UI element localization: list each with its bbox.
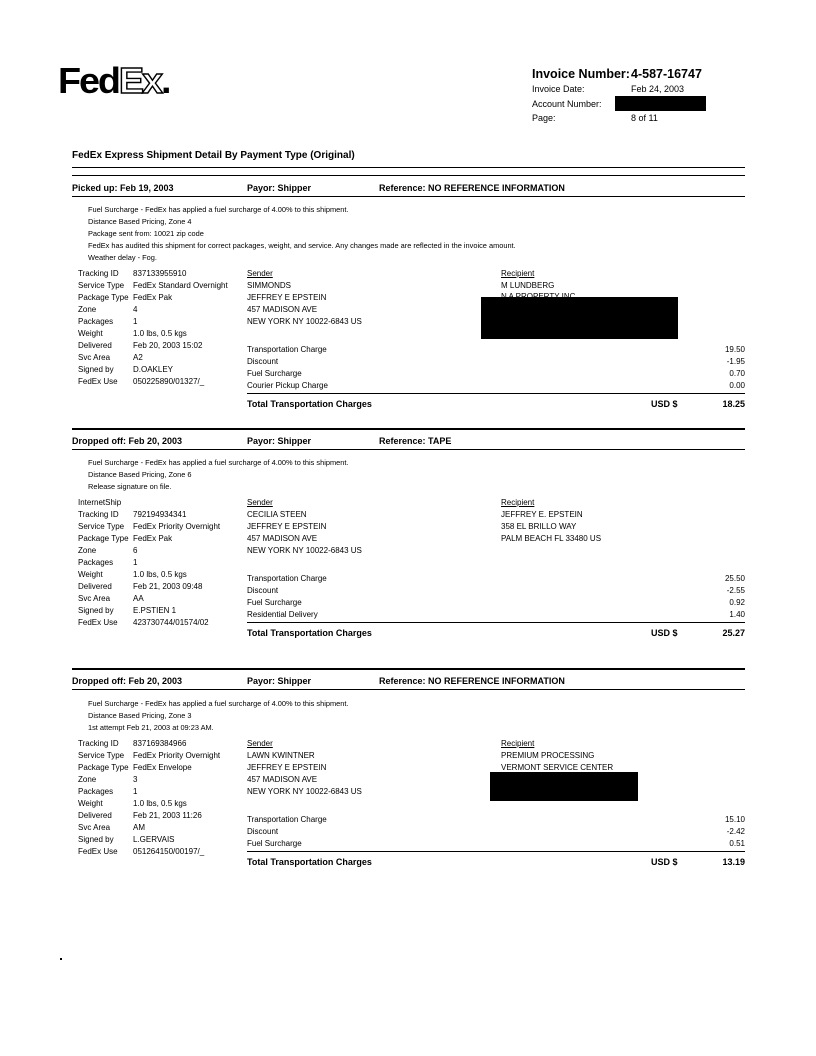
charge-amount: -1.95: [726, 357, 745, 366]
charge-amount: 0.70: [729, 369, 745, 378]
field-label: Packages: [78, 317, 114, 326]
delivered: Feb 21, 2003 11:26: [133, 811, 202, 820]
field-label: Delivered: [78, 811, 112, 820]
tracking-id: 837169384966: [133, 739, 187, 748]
packages: 1: [133, 558, 138, 567]
recipient-heading: Recipient: [501, 498, 535, 507]
tracking-id: 837133955910: [133, 269, 187, 278]
fedex-use: 423730744/01574/02: [133, 618, 209, 627]
field-label: Delivered: [78, 582, 112, 591]
shipment-note: Distance Based Pricing, Zone 3: [88, 711, 192, 720]
field-label: Tracking ID: [78, 269, 119, 278]
service-type: FedEx Priority Overnight: [133, 522, 221, 531]
sender-heading: Sender: [247, 269, 273, 278]
shipment-payor: Payor: Shipper: [247, 183, 312, 193]
sender-line: 457 MADISON AVE: [247, 775, 318, 784]
shipment-note: Distance Based Pricing, Zone 4: [88, 217, 192, 226]
shipment-note: Release signature on file.: [88, 482, 172, 491]
shipment-note: Fuel Surcharge - FedEx has applied a fuel surcharge of 4.00% to this shipment.: [88, 205, 349, 214]
svc-area: A2: [133, 353, 143, 362]
delivered: Feb 20, 2003 15:02: [133, 341, 203, 350]
sender-line: LAWN KWINTNER: [247, 751, 315, 760]
package-type: FedEx Pak: [133, 534, 173, 543]
sender-line: 457 MADISON AVE: [247, 305, 318, 314]
field-label: Packages: [78, 787, 114, 796]
field-label: Zone: [78, 305, 97, 314]
recipient-heading: Recipient: [501, 739, 535, 748]
weight: 1.0 lbs, 0.5 kgs: [133, 329, 187, 338]
shipment-note: Fuel Surcharge - FedEx has applied a fuel surcharge of 4.00% to this shipment.: [88, 458, 349, 467]
sender-line: 457 MADISON AVE: [247, 534, 318, 543]
field-label: Tracking ID: [78, 739, 119, 748]
divider: [72, 689, 745, 690]
divider: [72, 668, 745, 670]
sender-line: JEFFREY E EPSTEIN: [247, 763, 327, 772]
charge-amount: 0.00: [729, 381, 745, 390]
shipment-note: 1st attempt Feb 21, 2003 at 09:23 AM.: [88, 723, 214, 732]
total-currency: USD $: [651, 399, 678, 409]
service-type: FedEx Priority Overnight: [133, 751, 221, 760]
field-label: Weight: [78, 570, 103, 579]
total-amount: 18.25: [722, 399, 745, 409]
charge-amount: 1.40: [729, 610, 745, 619]
charge-amount: 0.51: [729, 839, 745, 848]
charge-label: Residential Delivery: [247, 610, 318, 619]
recipient-line: VERMONT SERVICE CENTER: [501, 763, 614, 772]
charge-label: Fuel Surcharge: [247, 839, 302, 848]
redaction-recipient-address: [490, 772, 638, 801]
recipient-heading: Recipient: [501, 269, 535, 278]
shipment-reference: Reference: TAPE: [379, 436, 452, 446]
document-title: FedEx Express Shipment Detail By Payment Type (Original): [72, 150, 355, 161]
sender-line: CECILIA STEEN: [247, 510, 307, 519]
shipment-note: Weather delay - Fog.: [88, 253, 157, 262]
sender-line: NEW YORK NY 10022-6843 US: [247, 787, 362, 796]
service-type: FedEx Standard Overnight: [133, 281, 228, 290]
field-label: Signed by: [78, 606, 114, 615]
field-label: Zone: [78, 546, 97, 555]
field-label: Delivered: [78, 341, 112, 350]
charge-amount: -2.55: [726, 586, 745, 595]
delivered: Feb 21, 2003 09:48: [133, 582, 203, 591]
charge-amount: 19.50: [724, 345, 745, 354]
package-type: FedEx Envelope: [133, 763, 192, 772]
fedex-use: 051264150/00197/_: [133, 847, 205, 856]
total-label: Total Transportation Charges: [247, 857, 372, 867]
charge-label: Transportation Charge: [247, 574, 327, 583]
charge-label: Transportation Charge: [247, 345, 327, 354]
recipient-line: PREMIUM PROCESSING: [501, 751, 595, 760]
charge-amount: 0.92: [729, 598, 745, 607]
invoice-date: Feb 24, 2003: [631, 84, 685, 94]
sender-line: NEW YORK NY 10022-6843 US: [247, 317, 362, 326]
field-label: FedEx Use: [78, 618, 118, 627]
field-label: Weight: [78, 799, 103, 808]
shipment-note: Package sent from: 10021 zip code: [88, 229, 204, 238]
shipment-payor: Payor: Shipper: [247, 676, 312, 686]
field-label: Service Type: [78, 751, 125, 760]
invoice-number: 4-587-16747: [631, 67, 702, 81]
field-label: FedEx Use: [78, 377, 118, 386]
page-number: 8 of 11: [631, 113, 658, 123]
field-label: Zone: [78, 775, 97, 784]
charge-label: Courier Pickup Charge: [247, 381, 328, 390]
sender-line: JEFFREY E EPSTEIN: [247, 293, 327, 302]
signed-by: E.PSTIEN 1: [133, 606, 177, 615]
field-label: Svc Area: [78, 823, 111, 832]
field-label: Package Type: [78, 534, 129, 543]
page-label: Page:: [532, 113, 556, 123]
field-label: Service Type: [78, 281, 125, 290]
shipment-note: FedEx has audited this shipment for correct packages, weight, and service. Any changes made are reflected in the invoice amount.: [88, 241, 516, 250]
total-rule: [247, 622, 745, 623]
sender-heading: Sender: [247, 739, 273, 748]
weight: 1.0 lbs, 0.5 kgs: [133, 799, 187, 808]
recipient-line: 358 EL BRILLO WAY: [501, 522, 577, 531]
svc-area: AM: [133, 823, 145, 832]
field-label: Package Type: [78, 293, 129, 302]
signed-by: L.GERVAIS: [133, 835, 175, 844]
divider: [72, 449, 745, 450]
zone: 6: [133, 546, 138, 555]
charge-amount: 15.10: [724, 815, 745, 824]
charge-label: Transportation Charge: [247, 815, 327, 824]
account-number-label: Account Number:: [532, 99, 602, 109]
total-currency: USD $: [651, 628, 678, 638]
charge-amount: -2.42: [726, 827, 745, 836]
sender-line: NEW YORK NY 10022-6843 US: [247, 546, 362, 555]
tracking-id: 792194934341: [133, 510, 187, 519]
invoice-number-label: Invoice Number:: [532, 67, 630, 81]
shipment-date: Picked up: Feb 19, 2003: [72, 183, 174, 193]
redaction-recipient-address: [481, 297, 678, 339]
charge-label: Fuel Surcharge: [247, 369, 302, 378]
total-amount: 25.27: [722, 628, 745, 638]
charge-label: Discount: [247, 827, 279, 836]
field-label: FedEx Use: [78, 847, 118, 856]
zone: 4: [133, 305, 138, 314]
recipient-line: M LUNDBERG: [501, 281, 555, 290]
charge-label: Discount: [247, 586, 279, 595]
weight: 1.0 lbs, 0.5 kgs: [133, 570, 187, 579]
divider: [72, 428, 745, 430]
total-rule: [247, 393, 745, 394]
shipment-payor: Payor: Shipper: [247, 436, 312, 446]
total-rule: [247, 851, 745, 852]
internetship-label: InternetShip: [78, 498, 122, 507]
sender-line: JEFFREY E EPSTEIN: [247, 522, 327, 531]
invoice-date-label: Invoice Date:: [532, 84, 585, 94]
field-label: Weight: [78, 329, 103, 338]
charge-amount: 25.50: [724, 574, 745, 583]
field-label: Service Type: [78, 522, 125, 531]
total-label: Total Transportation Charges: [247, 628, 372, 638]
field-label: Tracking ID: [78, 510, 119, 519]
shipment-date: Dropped off: Feb 20, 2003: [72, 676, 183, 686]
zone: 3: [133, 775, 138, 784]
shipment-reference: Reference: NO REFERENCE INFORMATION: [379, 183, 565, 193]
packages: 1: [133, 317, 138, 326]
fedex-use: 050225890/01327/_: [133, 377, 205, 386]
charge-label: Fuel Surcharge: [247, 598, 302, 607]
title-rule: [72, 167, 745, 168]
recipient-line: JEFFREY E. EPSTEIN: [501, 510, 583, 519]
stray-dot: [60, 958, 62, 960]
shipment-note: Fuel Surcharge - FedEx has applied a fuel surcharge of 4.00% to this shipment.: [88, 699, 349, 708]
sender-line: SIMMONDS: [247, 281, 291, 290]
field-label: Signed by: [78, 365, 114, 374]
field-label: Svc Area: [78, 594, 111, 603]
charge-label: Discount: [247, 357, 279, 366]
total-currency: USD $: [651, 857, 678, 867]
total-label: Total Transportation Charges: [247, 399, 372, 409]
field-label: Svc Area: [78, 353, 111, 362]
packages: 1: [133, 787, 138, 796]
field-label: Packages: [78, 558, 114, 567]
shipment-reference: Reference: NO REFERENCE INFORMATION: [379, 676, 565, 686]
fedex-logo: FedEx.: [58, 60, 170, 101]
signed-by: D.OAKLEY: [133, 365, 174, 374]
divider: [72, 175, 745, 176]
field-label: Signed by: [78, 835, 114, 844]
recipient-line: PALM BEACH FL 33480 US: [501, 534, 602, 543]
svc-area: AA: [133, 594, 144, 603]
divider: [72, 196, 745, 197]
redaction-account-number: [615, 96, 706, 111]
field-label: Package Type: [78, 763, 129, 772]
shipment-note: Distance Based Pricing, Zone 6: [88, 470, 192, 479]
shipment-date: Dropped off: Feb 20, 2003: [72, 436, 183, 446]
sender-heading: Sender: [247, 498, 273, 507]
total-amount: 13.19: [722, 857, 745, 867]
package-type: FedEx Pak: [133, 293, 173, 302]
